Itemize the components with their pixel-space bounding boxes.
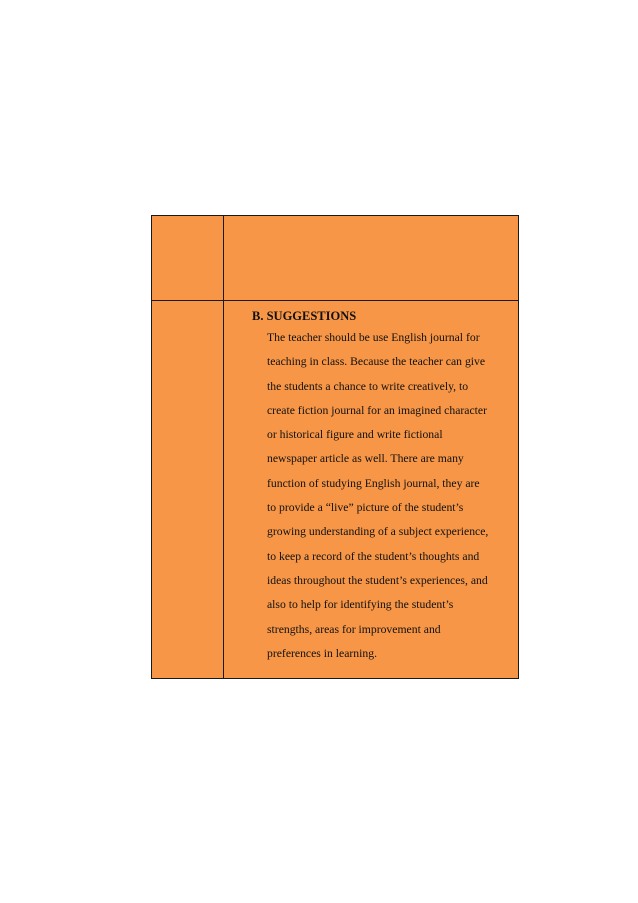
paragraph-line: or historical figure and write fictional — [267, 428, 443, 442]
table-cell-empty — [224, 216, 519, 301]
paragraph-line: strengths, areas for improvement and — [267, 622, 441, 636]
paragraph-line: newspaper article as well. There are many — [267, 452, 464, 466]
paragraph-line: growing understanding of a subject experience, — [267, 525, 489, 539]
paragraph-line: the students a chance to write creatively, to — [267, 379, 469, 393]
paragraph-line: ideas throughout the student’s experiences, and — [267, 573, 488, 587]
table-row-top — [152, 216, 519, 301]
paragraph-line: teaching in class. Because the teacher can give — [267, 355, 486, 369]
paragraph-line: also to help for identifying the student’s — [267, 598, 454, 612]
suggestions-content — [224, 301, 518, 678]
content-table — [151, 215, 519, 679]
paragraph-line: preferences in learning. — [267, 646, 377, 660]
table-row-suggestions — [152, 301, 519, 679]
paragraph-line: create fiction journal for an imagined character — [267, 403, 487, 417]
paragraph-line: function of studying English journal, they are — [267, 476, 480, 490]
table-cell-empty — [152, 301, 224, 679]
suggestions-cell — [224, 301, 519, 679]
paragraph-line: to keep a record of the student’s thoughts and — [267, 549, 480, 563]
paragraph-line: The teacher should be use English journal for — [267, 331, 480, 344]
section-heading: B. SUGGESTIONS — [252, 309, 357, 323]
paragraph-line: to provide a “live” picture of the student’s — [267, 501, 464, 515]
table-cell-empty — [152, 216, 224, 301]
suggestions-paragraph — [252, 326, 518, 666]
